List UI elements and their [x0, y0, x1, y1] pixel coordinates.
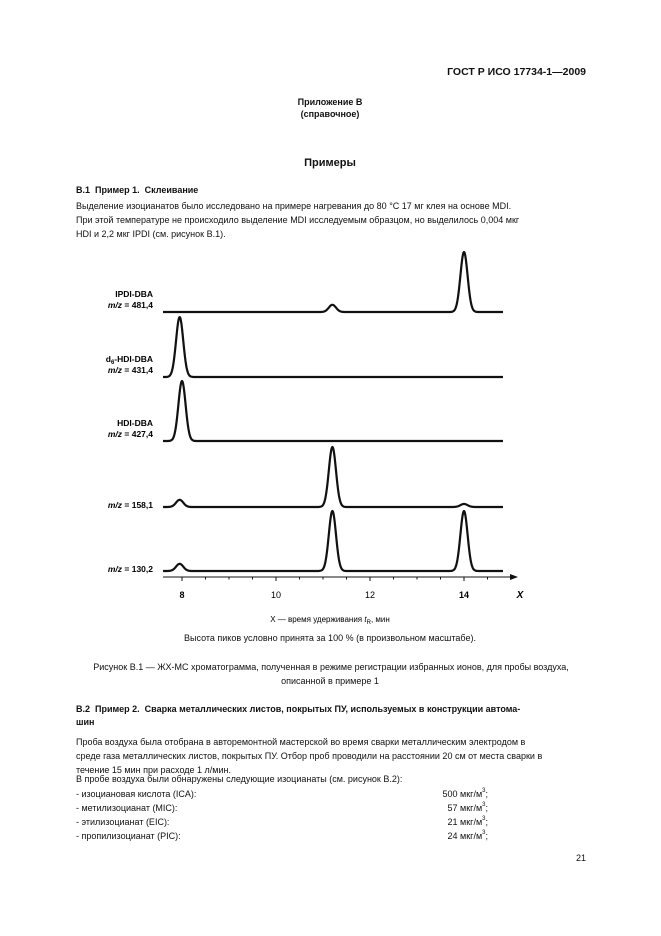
series-label-name: HDI-DBA [117, 418, 153, 428]
example2-paragraph-1c: течение 15 мин при расходе 1 л/мин. [76, 765, 231, 775]
document-number: ГОСТ Р ИСО 17734-1—2009 [447, 66, 586, 78]
isocyanate-value: 21 мкг/$м^3$; [447, 816, 488, 827]
example1-heading: В.1 Пример 1. Склеивание [76, 185, 199, 195]
series-label-name: $d_6-HDI$-DBA [105, 354, 153, 366]
series-label-mz: m/z = 431,4 [107, 365, 153, 375]
series-label-name: IPDI-DBA [115, 289, 153, 299]
series-line-5 [163, 511, 503, 571]
isocyanate-value: 57 мкг/$м^3$; [447, 802, 488, 813]
x-tick-label: 14 [458, 590, 470, 600]
example2-heading-line2: шин [76, 717, 95, 727]
isocyanate-item [76, 802, 488, 814]
page-number: 21 [575, 853, 586, 863]
example2-paragraph-1a: Проба воздуха была отобрана в авторемонтной мастерской во время сварки металлическим электродом в [76, 737, 526, 747]
example2-paragraph-1b: среде газа металлических листов, покрытых ПУ. Отбор проб проводили на расстоянии 20 см от места сварки в [76, 751, 543, 761]
isocyanate-name: - пропилизоцианат (PIC): [76, 831, 181, 841]
x-axis-arrow [510, 574, 518, 580]
example2-heading-line1: В.2 Пример 2. Сварка металлических листов, покрытых ПУ, используемых в конструкции автома- [76, 704, 521, 714]
isocyanate-name: - этилизоцианат (EIC): [76, 817, 170, 827]
example1-paragraph-2b: HDI и 2,2 мкг IPDI (см. рисунок В.1). [76, 229, 226, 239]
chromatogram-chart [0, 240, 661, 630]
x-tick-label: 12 [364, 590, 376, 600]
example1-paragraph-2a: При этой температуре не происходило выделение MDI исследуемым образцом, но выделилось 0,004 мкг [76, 215, 520, 225]
isocyanate-item [76, 788, 488, 800]
isocyanate-item [76, 816, 488, 828]
isocyanate-value: 24 мкг/$м^3$; [447, 830, 488, 841]
section-title: Примеры [304, 157, 356, 169]
series-label-mz: m/z = 158,1 [107, 500, 153, 510]
x-axis-letter: X [516, 590, 524, 601]
series-line-4 [163, 447, 503, 507]
x-tick-label: 10 [270, 590, 282, 600]
series-line-1 [163, 252, 503, 312]
appendix-subtitle: (справочное) [300, 109, 360, 119]
x-tick-label: 8 [179, 590, 185, 600]
isocyanate-name: - метилизоцианат (MIC): [76, 803, 178, 813]
isocyanate-item [76, 830, 488, 842]
isocyanate-name: - изоциановая кислота (ICA): [76, 789, 197, 799]
example2-paragraph-2: В пробе воздуха были обнаружены следующие изоцианаты (см. рисунок В.2): [76, 774, 403, 784]
series-label-mz: m/z = 427,4 [107, 429, 153, 439]
figure-caption-line1: Рисунок В.1 — ЖХ-МС хроматограмма, полученная в режиме регистрации избранных ионов, для пробы воздуха, [93, 662, 569, 672]
appendix-title: Приложение В [297, 97, 363, 107]
example1-paragraph-1: Выделение изоцианатов было исследовано на примере нагревания до 80 °С 17 мг клея на основе MDI. [76, 201, 512, 211]
isocyanate-value: 500 мкг/$м^3$; [442, 788, 488, 799]
figure-caption-line2: описанной в примере 1 [281, 676, 379, 686]
x-axis-title: X — время удерживания $t_R$, мин [270, 615, 390, 626]
figure-note: Высота пиков условно принята за 100 % (в произвольном масштабе). [184, 633, 476, 643]
series-line-3 [163, 381, 503, 441]
series-line-2 [163, 317, 503, 377]
series-label-mz: m/z = 481,4 [107, 300, 153, 310]
series-label-mz: m/z = 130,2 [107, 564, 153, 574]
